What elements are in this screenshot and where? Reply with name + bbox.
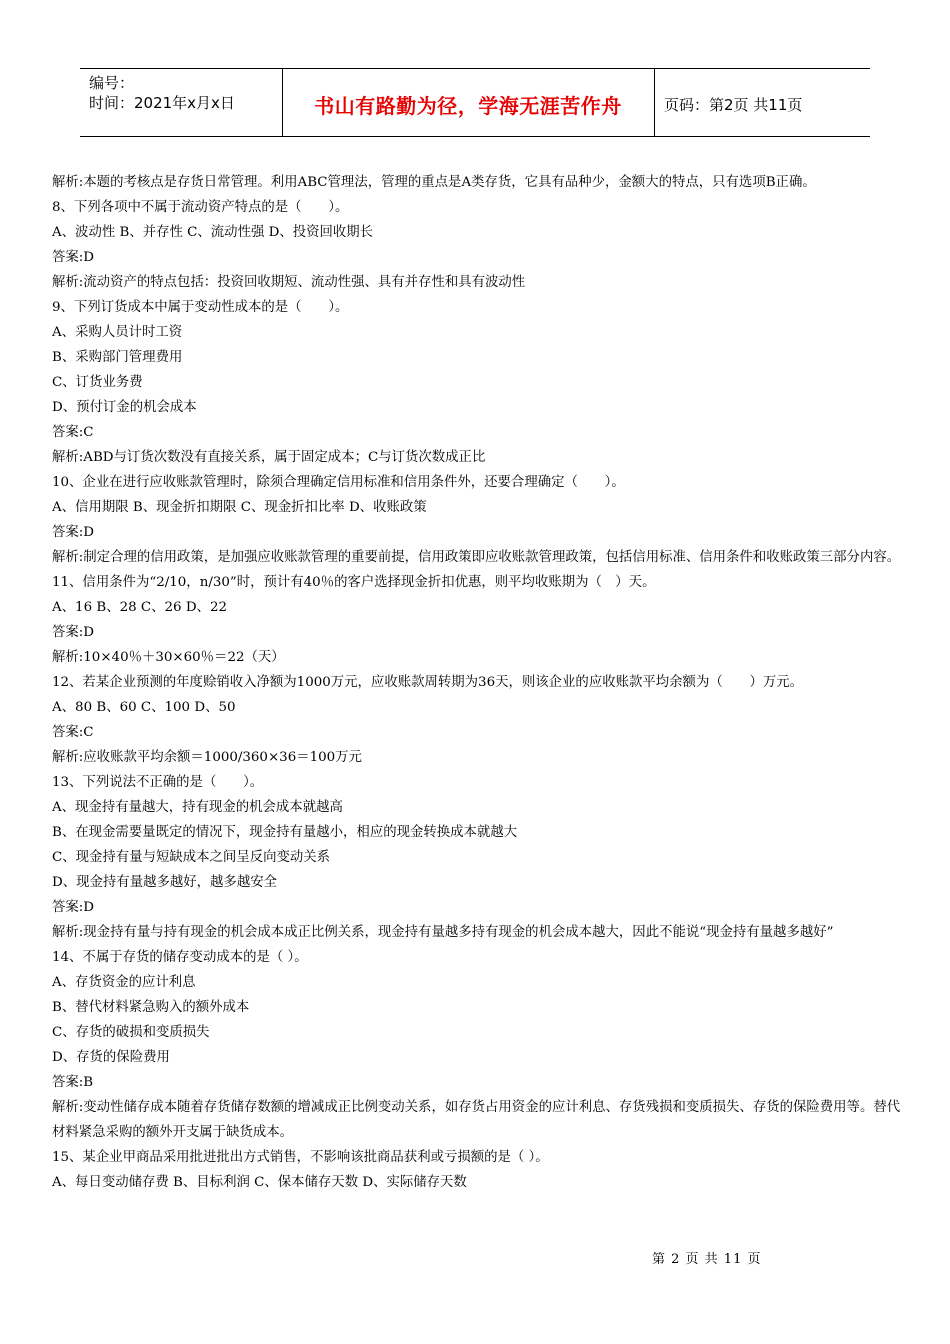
question-14-option-d: D、存货的保险费用 (52, 1050, 170, 1065)
question-13-option-d: D、现金持有量越多越好，越多越安全 (52, 875, 277, 890)
header-meta-cell (80, 69, 283, 136)
question-12-analysis: 解析:应收账款平均余额＝1000/360×36＝100万元 (52, 750, 362, 765)
question-14-option-a: A、存货资金的应计利息 (52, 975, 196, 990)
question-14-option-c: C、存货的破损和变质损失 (52, 1025, 210, 1040)
text-line: 解析:本题的考核点是存货日常管理。利用ABC管理法，管理的重点是A类存货，它具有品种少，金额大的特点，只有选项B正确。 (52, 175, 816, 190)
question-14-option-b: B、替代材料紧急购入的额外成本 (52, 1000, 250, 1015)
question-12-options: A、80 B、60 C、100 D、50 (52, 700, 236, 715)
question-10-analysis: 解析:制定合理的信用政策，是加强应收账款管理的重要前提，信用政策即应收账款管理政策，包括信用标准、信用条件和收账政策三部分内容。 (52, 550, 901, 565)
question-11: 11、信用条件为“2/10，n/30”时，预计有40％的客户选择现金折扣优惠，则平均收账期为（ ）天。 (52, 575, 656, 590)
header-motto-cell (282, 69, 655, 136)
question-8-analysis: 解析:流动资产的特点包括：投资回收期短、流动性强、具有并存性和具有波动性 (52, 275, 526, 290)
page-footer: 第 2 页 共 11 页 (652, 1252, 762, 1267)
question-8-options: A、波动性 B、并存性 C、流动性强 D、投资回收期长 (52, 225, 374, 240)
header-motto: 书山有路勤为径，学海无涯苦作舟 (314, 94, 622, 118)
document-time-label: 时间：2021年x月x日 (89, 94, 235, 112)
question-14-analysis: 解析:变动性储存成本随着存货储存数额的增减成正比例变动关系，如存货占用资金的应计利息、存货残损和变质损失、存货的保险费用等。替代材料紧急采购的额外开支属于缺货成本。 (52, 1100, 901, 1140)
document-number-label: 编号： (89, 74, 135, 92)
question-15: 15、某企业甲商品采用批进批出方式销售，不影响该批商品获利或亏损额的是（ ）。 (52, 1150, 549, 1165)
header-page-cell (655, 69, 870, 136)
question-11-analysis: 解析:10×40％＋30×60％＝22（天） (52, 650, 285, 665)
question-11-answer: 答案:D (52, 625, 95, 640)
document-body (52, 170, 902, 1195)
header-page-info: 页码：第2页 共11页 (664, 96, 803, 114)
question-9-option-a: A、采购人员计时工资 (52, 325, 183, 340)
question-13-option-b: B、在现金需要量既定的情况下，现金持有量越小，相应的现金转换成本就越大 (52, 825, 518, 840)
question-9-answer: 答案:C (52, 425, 94, 440)
question-14-answer: 答案:B (52, 1075, 94, 1090)
question-13: 13、下列说法不正确的是（ ）。 (52, 775, 264, 790)
question-10-options: A、信用期限 B、现金折扣期限 C、现金折扣比率 D、收账政策 (52, 500, 427, 515)
question-10-answer: 答案:D (52, 525, 95, 540)
question-12-answer: 答案:C (52, 725, 94, 740)
question-11-options: A、16 B、28 C、26 D、22 (52, 600, 227, 615)
question-12: 12、若某企业预测的年度赊销收入净额为1000万元，应收账款周转期为36天，则该企业的应收账款平均余额为（ ）万元。 (52, 675, 804, 690)
question-8-answer: 答案:D (52, 250, 95, 265)
question-13-option-c: C、现金持有量与短缺成本之间呈反向变动关系 (52, 850, 331, 865)
question-10: 10、企业在进行应收账款管理时，除须合理确定信用标准和信用条件外，还要合理确定（ ）。 (52, 475, 625, 490)
question-9-analysis: 解析:ABD与订货次数没有直接关系，属于固定成本；C与订货次数成正比 (52, 450, 486, 465)
question-9-option-d: D、预付订金的机会成本 (52, 400, 197, 415)
question-14: 14、不属于存货的储存变动成本的是（ ）。 (52, 950, 308, 965)
question-13-analysis: 解析:现金持有量与持有现金的机会成本成正比例关系，现金持有量越多持有现金的机会成本越大，因此不能说“现金持有量越多越好” (52, 925, 834, 940)
question-8: 8、下列各项中不属于流动资产特点的是（ ）。 (52, 200, 349, 215)
question-9: 9、下列订货成本中属于变动性成本的是（ ）。 (52, 300, 349, 315)
question-13-answer: 答案:D (52, 900, 95, 915)
page-header (80, 68, 870, 137)
question-9-option-c: C、订货业务费 (52, 375, 143, 390)
question-13-option-a: A、现金持有量越大，持有现金的机会成本就越高 (52, 800, 343, 815)
question-9-option-b: B、采购部门管理费用 (52, 350, 183, 365)
question-15-options: A、每日变动储存费 B、目标利润 C、保本储存天数 D、实际储存天数 (52, 1175, 467, 1190)
